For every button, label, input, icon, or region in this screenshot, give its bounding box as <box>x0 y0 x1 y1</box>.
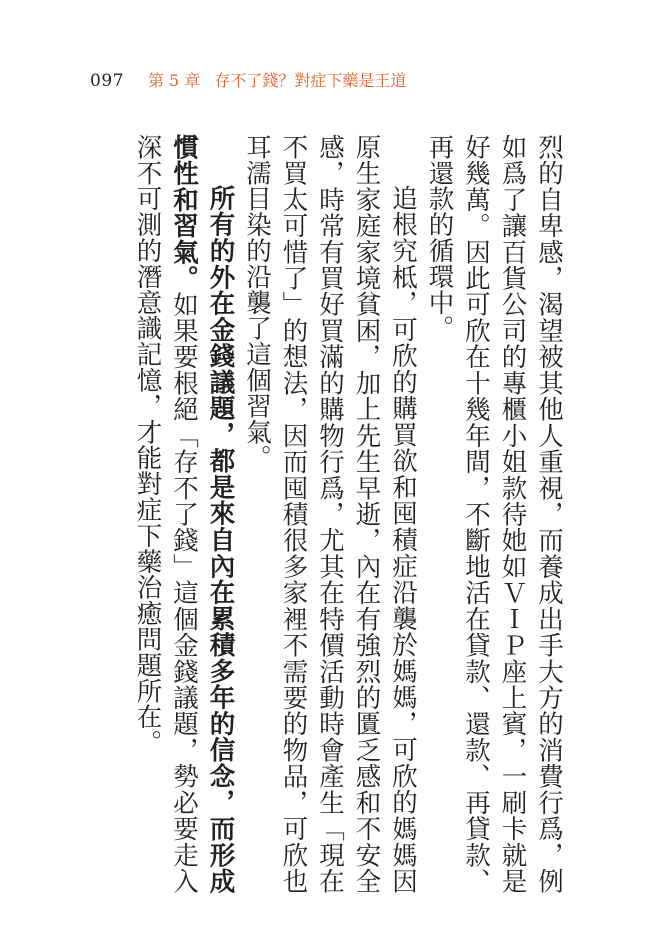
paragraph: 追根究柢，可欣的購買欲和囤積症沿襲於媽媽，可欣的媽媽因原生家庭家境貧困，加上先生早逝，內在有強烈的匱乏感和不安全感，時常有買好買滿的購物行爲，尤其在特價活動時會產生「現在不買太可惜了」的想法，因而囤積很多家裡不需要的物品，可欣也耳濡目染的沿襲了這個習氣。 <box>242 134 418 894</box>
paragraph-emphasis <box>129 134 239 894</box>
page-number: 097 <box>90 71 124 91</box>
chapter-title: 存不了錢？對症下藥是王道 <box>214 71 407 90</box>
chapter-label: 第 5 章 <box>147 71 201 90</box>
paragraph-continued: 烈的自卑感，渴望被其他人重視，而養成出手大方的消費行爲，例如爲了讓百貨公司的專櫃小姐款待她如ＶＩＰ座上賓，一刷卡就是好幾萬。因此可欣在十幾年間，不斷地活在貸款、還款、再貸款、再還款的循環中。 <box>424 134 564 894</box>
running-header <box>90 68 406 94</box>
paragraph-text: 如果要根絕「存不了錢」這個金錢議題，勢必要走入深不可測的潛意識記憶，才能對症下藥治癒問題所在。 <box>132 134 199 894</box>
bold-statement: 所有的外在金錢議題，都是來自內在累積多年的信念，而形成慣性和習氣。 <box>169 134 236 894</box>
vertical-body-text <box>132 134 567 894</box>
